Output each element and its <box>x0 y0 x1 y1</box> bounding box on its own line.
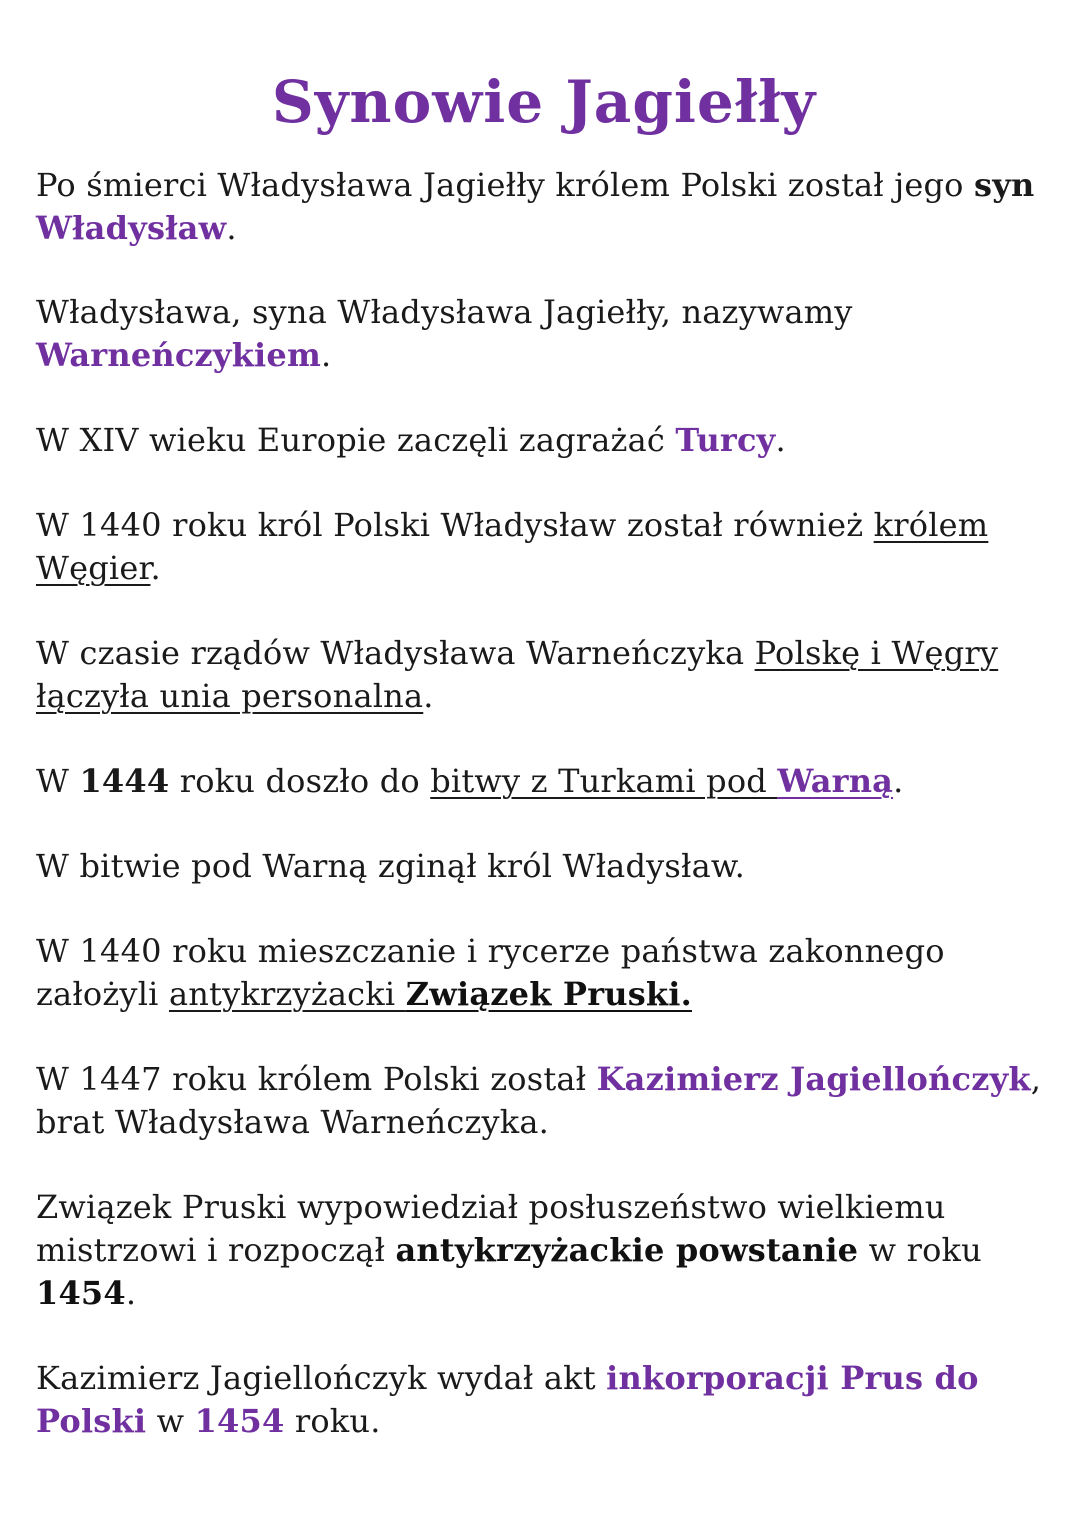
highlight-wladyslaw: Władysław <box>36 209 227 247</box>
year-1454: 1454 <box>36 1274 126 1312</box>
highlight-kazimierz: Kazimierz Jagiellończyk <box>596 1060 1031 1098</box>
highlight-year-1454: 1454 <box>194 1402 285 1440</box>
paragraph-9: W 1447 roku królem Polski został Kazimierz Jagiellończyk, brat Władysława Warneńczyka. <box>36 1060 1042 1141</box>
paragraph-7: W bitwie pod Warną zginął król Władysław. <box>36 847 746 885</box>
paragraph-10: Związek Pruski wypowiedział posłuszeństwo wielkiemu mistrzowi i rozpoczął antykrzyżackie powstanie w roku 1454. <box>36 1188 982 1312</box>
highlight-turcy: Turcy <box>675 421 776 459</box>
paragraph-11: Kazimierz Jagiellończyk wydał akt inkorporacji Prus do Polski w 1454 roku. <box>36 1359 979 1440</box>
underline-antykrzyzacki: antykrzyżacki <box>168 975 406 1013</box>
page-title: Synowie Jagiełły <box>271 68 817 136</box>
highlight-warna: Warną <box>777 762 894 800</box>
underline-bitwa: bitwy z Turkami pod <box>430 762 778 800</box>
highlight-zwiazek-pruski: Związek Pruski. <box>405 975 692 1013</box>
underline-unia-personalna: Polskę i Węgry łączyła unia personalna <box>36 634 999 715</box>
paragraph-2: Władysława, syna Władysława Jagiełły, nazywamy Warneńczykiem. <box>36 293 853 374</box>
paragraph-6: W 1444 roku doszło do bitwy z Turkami pod Warną. <box>36 762 904 800</box>
paragraph-3: W XIV wieku Europie zaczęli zagrażać Turcy. <box>36 421 786 459</box>
paragraph-4: W 1440 roku król Polski Władysław został również królem Węgier. <box>36 506 989 587</box>
underline-krolem-wegier: królem Węgier <box>36 506 989 587</box>
paragraph-5: W czasie rządów Władysława Warneńczyka Polskę i Węgry łączyła unia personalna. <box>36 634 999 715</box>
highlight-powstanie: antykrzyżackie powstanie <box>395 1231 859 1269</box>
highlight-inkorporacja: inkorporacji Prus do Polski <box>36 1359 979 1440</box>
paragraph-1: Po śmierci Władysława Jagiełły królem Polski został jego syn Władysław. <box>36 166 1035 247</box>
paragraph-8: W 1440 roku mieszczanie i rycerze państwa zakonnego założyli antykrzyżacki Związek Pruski. <box>36 932 945 1013</box>
year-1444: 1444 <box>79 762 170 800</box>
document-page <box>36 62 1052 1485</box>
highlight-warnenczyk: Warneńczykiem <box>36 336 322 374</box>
